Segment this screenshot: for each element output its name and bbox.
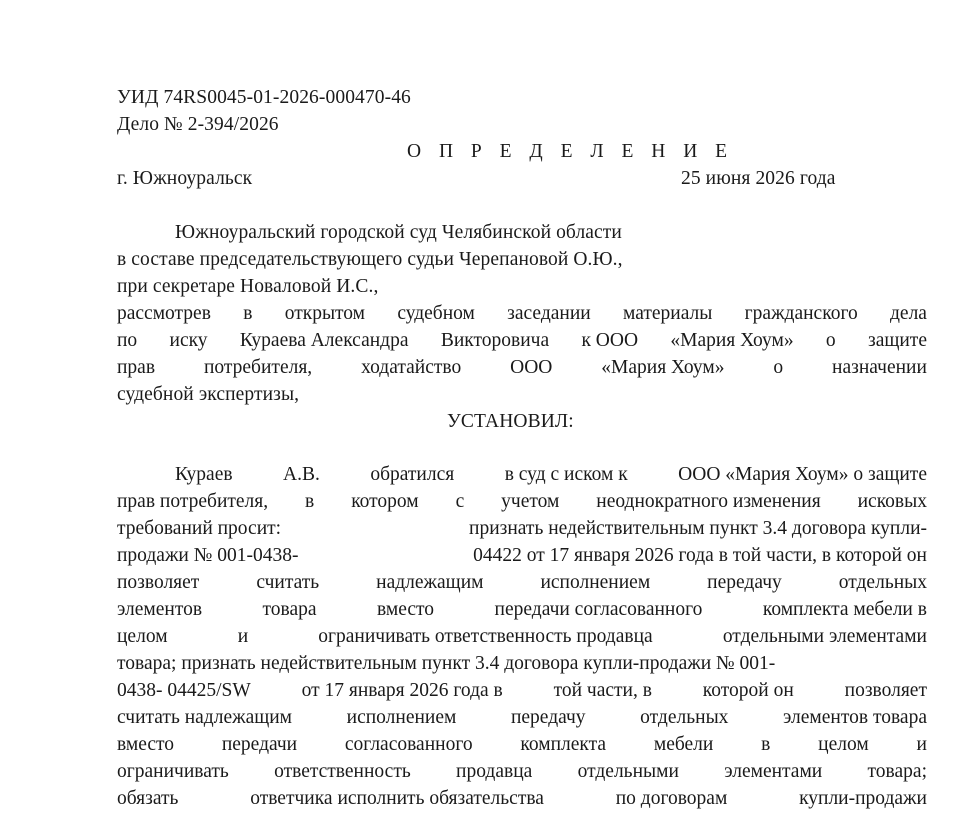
- text-chunk: Кураев: [175, 464, 233, 485]
- text-chunk: ограничивать: [117, 761, 229, 782]
- text-chunk: комплекта: [520, 734, 607, 755]
- text-chunk: согласованного: [344, 734, 473, 755]
- text-chunk: дела: [890, 303, 927, 324]
- section-heading: УСТАНОВИЛ:: [447, 411, 574, 432]
- body-line-3: [117, 517, 927, 541]
- text-chunk: Кураева Александра: [239, 330, 409, 351]
- text-chunk: купли-продажи: [799, 788, 927, 809]
- intro-line-4: [117, 302, 927, 326]
- text-chunk: 04422 от 17 января 2026 года в той части, в которой он: [473, 545, 927, 566]
- text-chunk: по договорам: [615, 788, 728, 809]
- text-chunk: прав потребителя,: [117, 491, 269, 512]
- text-chunk: позволяет: [117, 572, 200, 593]
- text-chunk: комплекта мебели в: [762, 599, 927, 620]
- text-chunk: к ООО: [581, 330, 639, 351]
- secretary-line: при секретаре Новаловой И.С.,: [117, 276, 379, 297]
- text-chunk: элементов товара: [783, 707, 927, 728]
- text-chunk: рассмотрев: [117, 303, 211, 324]
- text-chunk: требований просит:: [117, 518, 282, 539]
- text-chunk: ходатайство: [361, 357, 462, 378]
- text-chunk: вместо: [117, 734, 175, 755]
- text-chunk: ответственность: [274, 761, 411, 782]
- text-chunk: целом: [818, 734, 869, 755]
- court-name: Южноуральский городской суд Челябинской области: [175, 222, 622, 243]
- body-line-7: [117, 625, 927, 649]
- text-chunk: передачу: [707, 572, 782, 593]
- text-chunk: Викторовича: [440, 330, 550, 351]
- body-line-9: [117, 679, 927, 703]
- text-chunk: передачи: [221, 734, 298, 755]
- text-chunk: считать: [256, 572, 320, 593]
- text-chunk: открытом: [284, 303, 366, 324]
- city: г. Южноуральск: [117, 168, 253, 189]
- body-line-6: [117, 598, 927, 622]
- text-chunk: которой он: [702, 680, 794, 701]
- document-title: О П Р Е Д Е Л Е Н И Е: [407, 141, 734, 162]
- text-chunk: заседании: [507, 303, 591, 324]
- body-line-1: [175, 463, 927, 487]
- text-chunk: о: [825, 330, 836, 351]
- text-chunk: передачу: [510, 707, 586, 728]
- text-chunk: признать недействительным пункт 3.4 договора купли-: [469, 518, 927, 539]
- text-chunk: передачи согласованного: [494, 599, 703, 620]
- text-chunk: в: [761, 734, 771, 755]
- text-chunk: в суд с иском к: [504, 464, 628, 485]
- text-chunk: ООО: [510, 357, 553, 378]
- text-chunk: надлежащим: [376, 572, 484, 593]
- text-chunk: неоднократного изменения: [596, 491, 821, 512]
- text-chunk: той части, в: [553, 680, 652, 701]
- text-chunk: прав: [117, 357, 156, 378]
- intro-line-6: [117, 356, 927, 380]
- body-line-13: [117, 787, 927, 811]
- text-chunk: от 17 января 2026 года в: [301, 680, 503, 701]
- text-chunk: товара;: [867, 761, 927, 782]
- text-chunk: котором: [351, 491, 419, 512]
- text-chunk: с: [455, 491, 465, 512]
- text-chunk: товара: [262, 599, 317, 620]
- text-chunk: защите: [868, 330, 927, 351]
- text-chunk: исполнением: [346, 707, 457, 728]
- judge-line: в составе председательствующего судьи Черепановой О.Ю.,: [117, 249, 623, 270]
- text-chunk: отдельных: [838, 572, 927, 593]
- body-line-11: [117, 733, 927, 757]
- text-chunk: продавца: [456, 761, 533, 782]
- text-chunk: о: [773, 357, 784, 378]
- text-chunk: и: [237, 626, 249, 647]
- text-chunk: мебели: [653, 734, 714, 755]
- body-line-2: [117, 490, 927, 514]
- text-chunk: 0438- 04425/SW: [117, 680, 251, 701]
- body-line-8: [117, 652, 927, 676]
- text-chunk: позволяет: [844, 680, 927, 701]
- body-line-10: [117, 706, 927, 730]
- body-line-12: [117, 760, 927, 784]
- document-date: 25 июня 2026 года: [681, 168, 836, 189]
- body-line-4: [117, 544, 927, 568]
- text-chunk: обязать: [117, 788, 179, 809]
- case-number: Дело № 2-394/2026: [117, 114, 279, 135]
- text-chunk: и: [916, 734, 927, 755]
- text-chunk: элементами: [724, 761, 823, 782]
- text-chunk: гражданского: [744, 303, 858, 324]
- text-chunk: А.В.: [283, 464, 320, 485]
- text-chunk: материалы: [623, 303, 713, 324]
- text-chunk: «Мария Хоум»: [601, 357, 725, 378]
- case-uid: УИД 74RS0045-01-2026-000470-46: [117, 87, 411, 108]
- text-chunk: считать надлежащим: [117, 707, 293, 728]
- text-chunk: продажи № 001-0438-: [117, 545, 299, 566]
- text-chunk: исполнением: [540, 572, 651, 593]
- text-chunk: вместо: [377, 599, 435, 620]
- text-chunk: отдельными элементами: [722, 626, 927, 647]
- text-chunk: учетом: [501, 491, 560, 512]
- text-chunk: отдельными: [577, 761, 679, 782]
- text-chunk: ответчика исполнить обязательства: [250, 788, 544, 809]
- body-line-5: [117, 571, 927, 595]
- text-chunk: ограничивать ответственность продавца: [318, 626, 653, 647]
- text-chunk: отдельных: [640, 707, 729, 728]
- text-chunk: потребителя,: [203, 357, 313, 378]
- text-chunk: элементов: [117, 599, 203, 620]
- text-chunk: «Мария Хоум»: [670, 330, 794, 351]
- text-chunk: товара; признать недействительным пункт 3.4 договора купли-продажи № 001-: [117, 653, 776, 674]
- text-chunk: исковых: [857, 491, 927, 512]
- text-chunk: в: [305, 491, 315, 512]
- text-chunk: судебном: [397, 303, 475, 324]
- text-chunk: в: [243, 303, 253, 324]
- text-chunk: обратился: [370, 464, 455, 485]
- text-chunk: иску: [169, 330, 208, 351]
- intro-line-5: [117, 329, 927, 353]
- text-chunk: ООО «Мария Хоум» о защите: [678, 464, 927, 485]
- text-chunk: по: [117, 330, 138, 351]
- text-chunk: назначении: [832, 357, 927, 378]
- intro-line-7: судебной экспертизы,: [117, 384, 300, 405]
- text-chunk: целом: [117, 626, 168, 647]
